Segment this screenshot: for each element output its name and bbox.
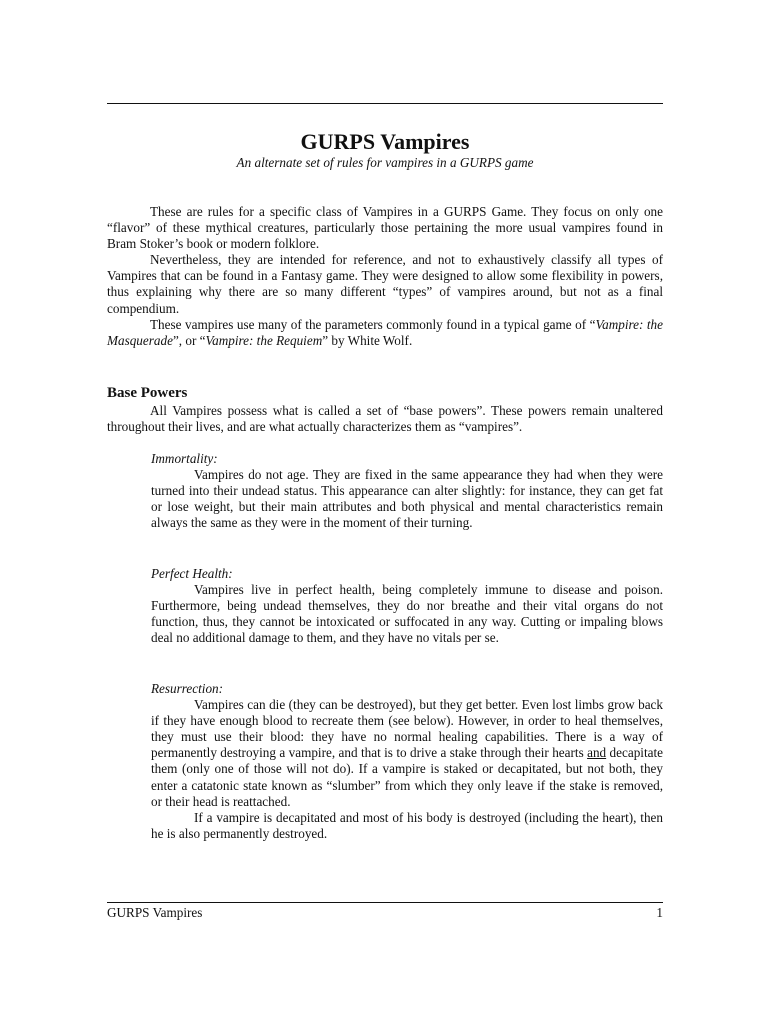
base-powers-heading: Base Powers — [107, 385, 188, 401]
immortality-text: Vampires do not age. They are fixed in the same appearance they had when they were turned into their undead status. This appearance can alter slightly: for instance, they can get fat or lose weight, but their main attributes and both physical and mental characteristics remain always the same as they were in the moment of their turning. — [151, 467, 663, 531]
resurrection-p1-end: decapitate them (only one of those will not do). If a vampire is staked or decapitated, but not both, they enter a catatonic state known as “slumber” from which they only leave if the stake is removed, or their head is reattached. — [151, 745, 663, 809]
intro-paragraph-2: Nevertheless, they are intended for reference, and not to exhaustively classify all types of Vampires that can be found in a Fantasy game. They were designed to allow some flexibility in powers, thus explaining why there are so many different “types” of vampires around, but not as a final compendium. — [107, 252, 663, 316]
perfect-health-text: Vampires live in perfect health, being completely immune to disease and poison. Furthermore, being undead themselves, they do nor breathe and their vital organs do not function, thus, they cannot be intoxicated or suffocated in any way. Cutting or impaling blows deal no additional damage to them, and they have no vitals per se. — [151, 582, 663, 646]
resurrection-paragraph-2: If a vampire is decapitated and most of his body is destroyed (including the heart), then he is also permanently destroyed. — [151, 809, 663, 841]
perfect-health-section — [151, 566, 663, 646]
immortality-heading: Immortality: — [151, 451, 218, 466]
intro-paragraph-1: These are rules for a specific class of Vampires in a GURPS Game. They focus on only one “flavor” of these mythical creatures, particularly those pertaining the more usual vampires found in Bram Stoker’s book or modern folklore. — [107, 204, 663, 252]
base-powers-intro-text: All Vampires possess what is called a set of “base powers”. These powers remain unaltered throughout their lives, and are what actually characterizes them as “vampires”. — [107, 403, 663, 435]
intro-section — [107, 204, 663, 349]
intro-paragraph-3 — [107, 317, 663, 349]
page-number: 1 — [656, 905, 663, 920]
resurrection-p1-start: Vampires can die (they can be destroyed), but they get better. Even lost limbs grow back if they have enough blood to recreate them (see below). However, in order to heal themselves, they must use their blood: they have no normal healing capabilities. There is a way of permanently destroying a vampire, and that is to drive a stake through their hearts — [151, 697, 663, 761]
and-underlined: and — [587, 745, 607, 761]
intro-p3-mid: ”, or “ — [172, 332, 206, 348]
masquerade-title: Vampire: the Masquerade — [107, 316, 664, 348]
perfect-health-heading: Perfect Health: — [151, 566, 233, 581]
footer-title: GURPS Vampires — [107, 905, 203, 920]
intro-p3-start: These vampires use many of the parameters commonly found in a typical game of “ — [150, 316, 596, 332]
base-powers-intro — [107, 403, 663, 435]
header-rule — [107, 103, 663, 104]
requiem-title: Vampire: the Requiem — [205, 332, 323, 348]
resurrection-section — [151, 681, 663, 842]
resurrection-heading: Resurrection: — [151, 681, 224, 696]
resurrection-paragraph-1 — [151, 697, 663, 810]
document-subtitle: An alternate set of rules for vampires in a GURPS game — [236, 155, 534, 170]
footer-rule — [107, 902, 663, 903]
intro-p3-end: ” by White Wolf. — [322, 332, 413, 348]
document-title: GURPS Vampires — [300, 129, 470, 154]
immortality-section — [151, 451, 663, 531]
